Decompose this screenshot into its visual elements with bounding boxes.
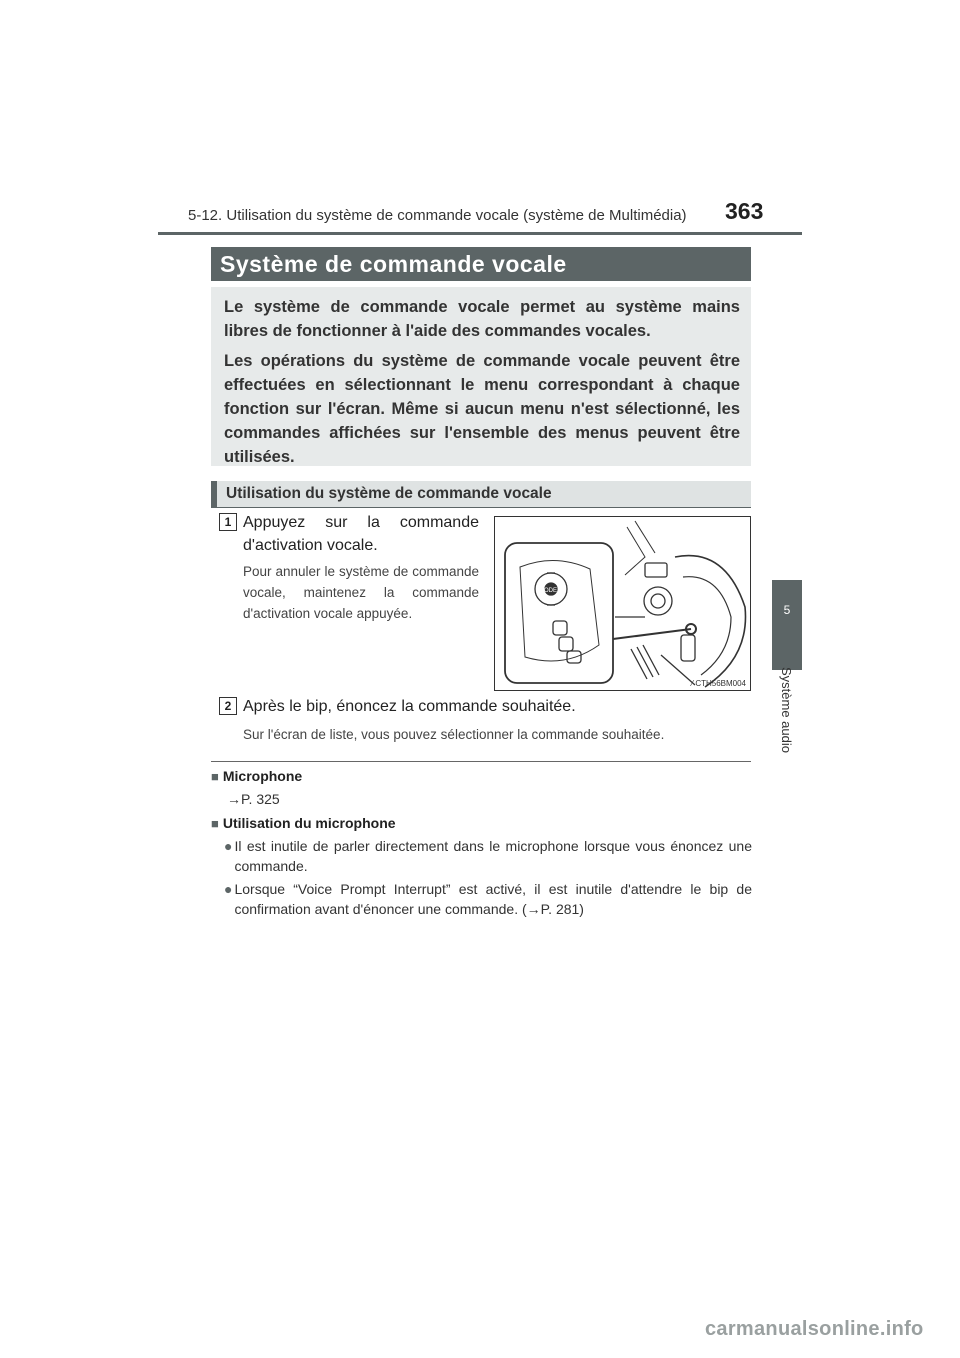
usage-bullet-2: ● Lorsque “Voice Prompt Interrupt” est activé, il est inutile d'attendre le bip de confirmation avant d'énoncer une commande. (→P. 281) xyxy=(224,881,752,917)
section-heading: Utilisation du système de commande vocale xyxy=(211,481,751,507)
microphone-page-reference: →P. 325 xyxy=(227,791,280,807)
step-1-note: Pour annuler le système de commande vocale, maintenez la commande d'activation vocale appuyée. xyxy=(243,564,479,621)
figure-code: ⁄ CTH56BM004 xyxy=(691,679,746,688)
note-heading-microphone: ■ Microphone xyxy=(211,768,303,784)
watermark: carmanualsonline.info xyxy=(705,1318,924,1340)
intro-paragraph-2: Les opérations du système de commande vocale peuvent être effectuées en sélectionnant le menu correspondant à chaque fonction sur l'écran. Même si aucun menu n'est sélectionné, les commandes affichées sur l'ensemble des menus peuvent être utilisées. xyxy=(224,352,740,466)
arrow-icon: → xyxy=(227,791,241,807)
note-heading-usage: ■ Utilisation du microphone xyxy=(211,815,396,831)
steering-switch-diagram xyxy=(495,517,751,691)
notes-divider xyxy=(211,761,751,762)
step-2-instruction: Après le bip, énoncez la commande souhaitée. xyxy=(243,698,576,715)
mode-button-label: MODE xyxy=(539,588,557,594)
chapter-header: 5-12. Utilisation du système de commande vocale (système de Multimédia) xyxy=(188,207,687,224)
square-bullet-icon: ■ xyxy=(211,769,219,784)
step-number-2: 2 xyxy=(219,697,237,715)
steering-wheel-illustration xyxy=(494,516,751,691)
intro-box xyxy=(211,287,751,466)
chapter-side-tab xyxy=(772,580,802,670)
round-bullet-icon: ● xyxy=(224,838,233,854)
page-title: Système de commande vocale xyxy=(211,247,751,281)
usage-bullet-1: ● Il est inutile de parler directement dans le microphone lorsque vous énoncez une commande. xyxy=(224,838,752,874)
chapter-number: 5 xyxy=(783,603,791,617)
header-rule xyxy=(158,232,802,235)
intro-paragraph-1: Le système de commande vocale permet au système mains libres de fonctionner à l'aide des commandes vocales. xyxy=(224,298,740,340)
page-number: 363 xyxy=(725,198,764,224)
step-number-1: 1 xyxy=(219,513,237,531)
step-2-note: Sur l'écran de liste, vous pouvez sélectionner la commande souhaitée. xyxy=(243,727,665,742)
step-1-instruction: Appuyez sur la commande d'activation vocale. xyxy=(243,514,479,554)
arrow-icon: → xyxy=(526,901,541,917)
square-bullet-icon: ■ xyxy=(211,816,219,831)
round-bullet-icon: ● xyxy=(224,881,233,897)
chapter-side-label: Système audio xyxy=(779,667,794,753)
section-rule xyxy=(211,507,751,508)
